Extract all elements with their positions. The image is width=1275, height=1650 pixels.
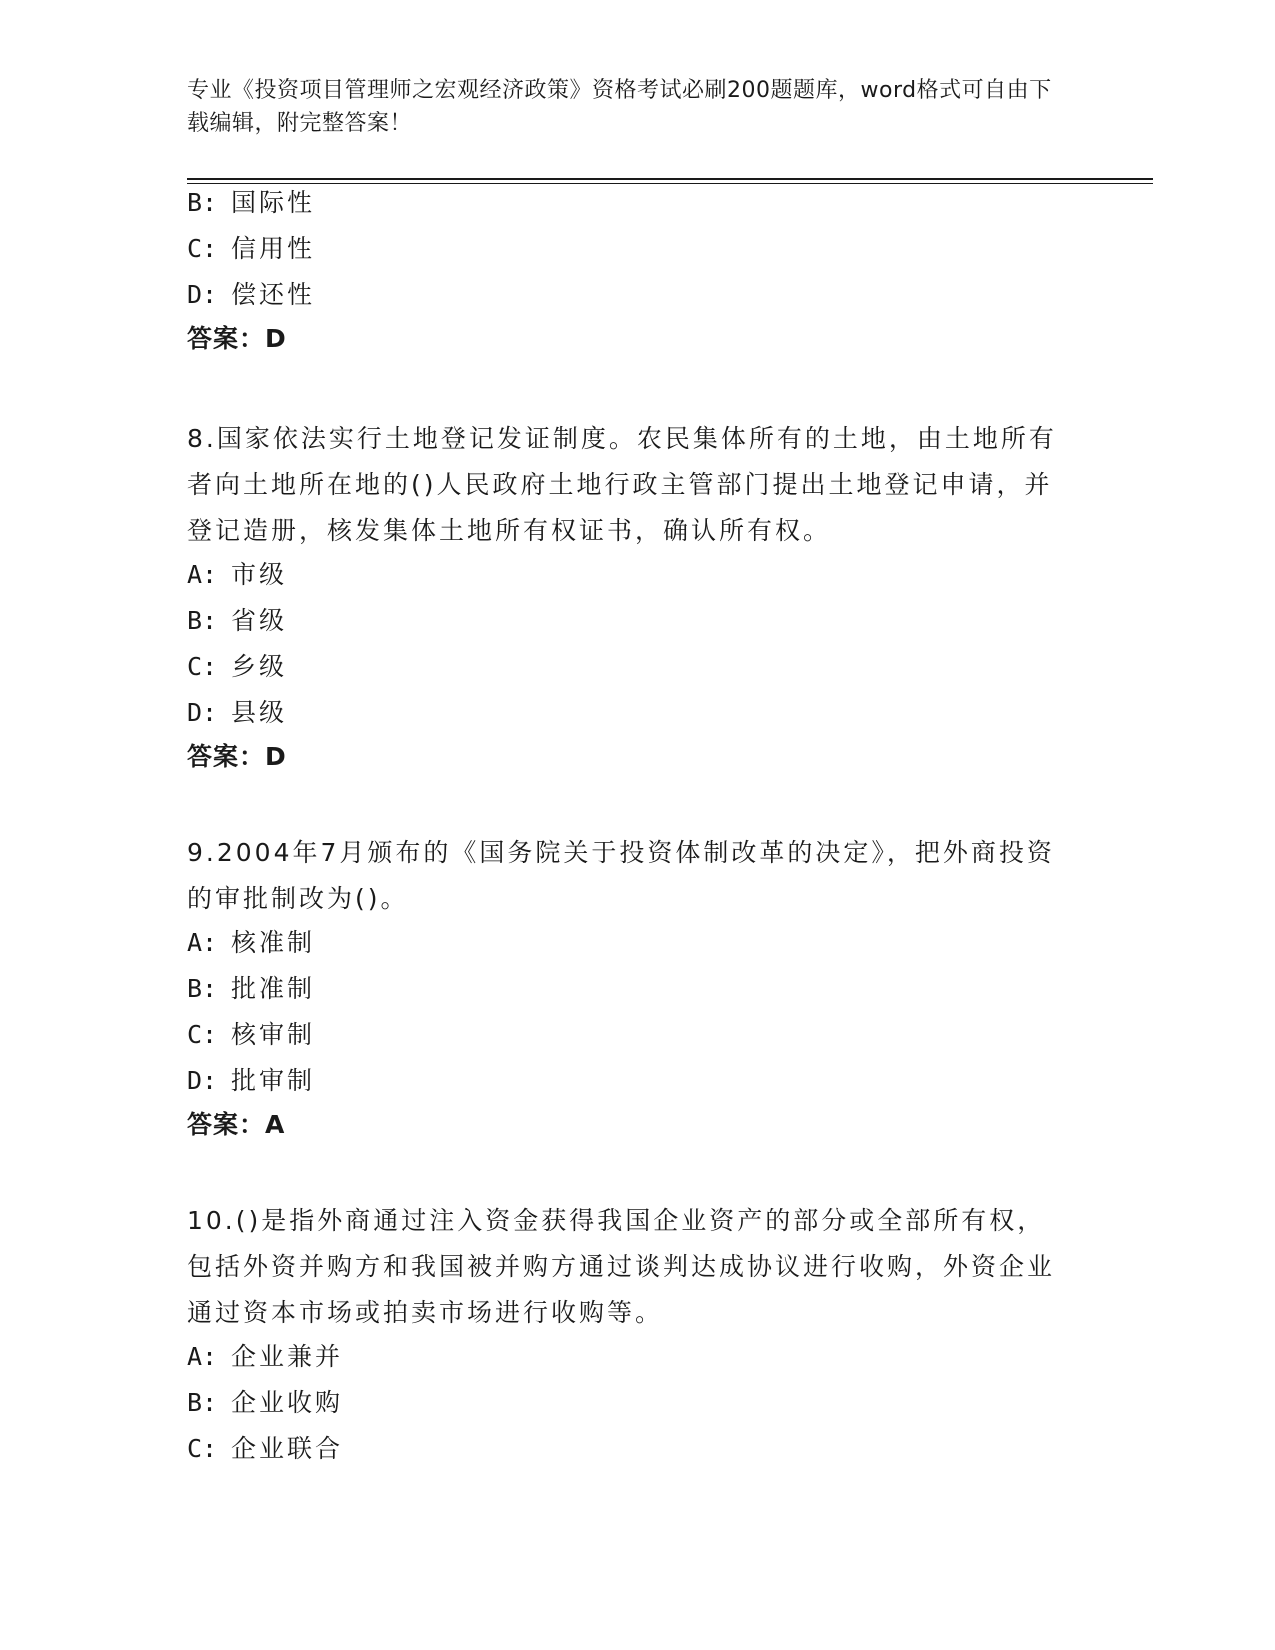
q9-stem: 9.2004年7月颁布的《国务院关于投资体制改革的决定》，把外商投资的审批制改为()。 [187,838,1055,913]
q9-option-d: D: 批审制 [187,1066,316,1095]
q8-option-c: C: 乡级 [187,652,288,681]
q9-option-a: A: 核准制 [187,928,316,957]
header-divider-thin [187,183,1153,184]
header-divider [187,178,1153,180]
q9-option-b: B: 批准制 [187,974,316,1003]
q9-answer: 答案：A [187,1110,286,1139]
document-header: 专业《投资项目管理师之宏观经济政策》资格考试必刷200题题库，word格式可自由下载编辑，附完整答案！ [187,78,1052,136]
q10-stem: 10.()是指外商通过注入资金获得我国企业资产的部分或全部所有权，包括外资并购方和我国被并购方通过谈判达成协议进行收购，外资企业通过资本市场或拍卖市场进行收购等。 [187,1206,1056,1327]
q10-option-b: B: 企业收购 [187,1388,344,1417]
q8-option-a: A: 市级 [187,560,288,589]
q10-option-c: C: 企业联合 [187,1434,344,1463]
q8-option-b: B: 省级 [187,606,288,635]
q8-option-d: D: 县级 [187,698,288,727]
q8-stem: 8.国家依法实行土地登记发证制度。农民集体所有的土地，由土地所有者向土地所在地的()人民政府土地行政主管部门提出土地登记申请，并登记造册，核发集体土地所有权证书，确认所有权。 [187,424,1057,545]
q7-option-c: C: 信用性 [187,234,316,263]
q7-option-d: D: 偿还性 [187,280,316,309]
q8-answer: 答案：D [187,742,287,771]
q10-option-a: A: 企业兼并 [187,1342,344,1371]
q7-answer: 答案：D [187,324,287,353]
q7-option-b: B: 国际性 [187,188,316,217]
q9-option-c: C: 核审制 [187,1020,316,1049]
